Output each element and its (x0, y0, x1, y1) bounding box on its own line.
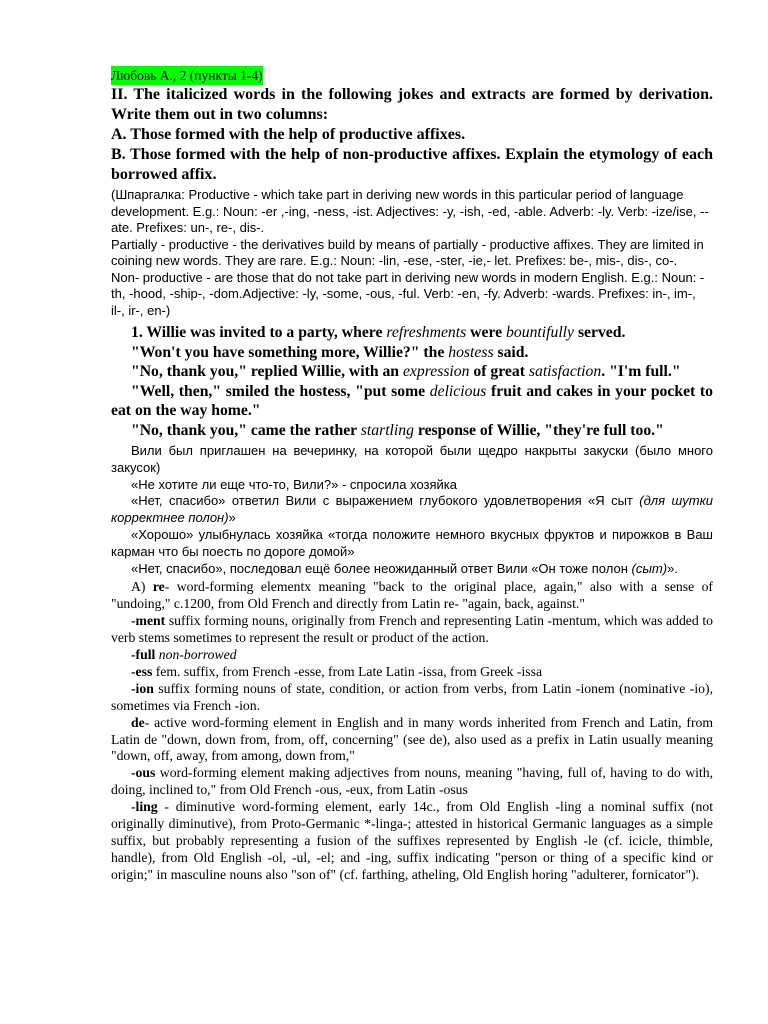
note-non-productive: Non- productive - are those that do not take part in deriving new words in modern English. E.g.: Noun: -th, -hood, -ship-, -dom.Adjective: -ly, -some, -ous, -ful. Verb: -en, -fy. Adverb: -wards. Prefixes: in-, im-, il-, ir-, en-) (111, 269, 705, 318)
joke-line: "Well, then," smiled the hostess, "put some delicious fruit and cakes in your pocket to eat on the way home." (111, 382, 713, 419)
etymology-entry-ous: -ous word-forming element making adjectives from nouns, meaning "having, full of, having to do with, doing, inclined to," from Old French -ous, -eux, from Latin -osus (111, 765, 713, 798)
italic-word: refreshments (386, 324, 467, 341)
highlighted-author-label: Любовь А., 2 (пункты 1-4) (111, 68, 263, 83)
task-option-b: B. Those formed with the help of non-productive affixes. Explain the etymology of each borrowed affix. (111, 146, 713, 183)
note-productive: (Шпаргалка: Productive - which take part in deriving new words in this particular period of language development. E.g.: Noun: -er ,-ing, -ness, -ist. Adjectives: -y, -ish, -ed, -able. Adverb: -ly. Verb: -ize/ise, --ate. Prefixes: un-, re-, dis-. (111, 187, 709, 235)
joke-line: "Won't you have something more, Willie?" the hostess said. (131, 343, 529, 361)
italic-word: expression (402, 363, 470, 380)
etymology-block (111, 579, 713, 883)
etymology-entry-ling: -ling - diminutive word-forming element, early 14c., from Old English -ling a nominal suffix (not originally diminutive), from Proto-Germanic *-linga-; attested in historical Germanic languages as a simple suffix, but probably representing a fusion of the suffixes represented by English -le (cf. icicle, thimble, handle), from Old English -ol, -ul, -el; and -ing, suffix indicating "person or thing of a specific kind or origin;" in masculine nouns also "son of" (cf. farthing, atheling, Old English horing "adulterer, fornicator"). (111, 799, 713, 882)
etymology-entry-ess: -ess fem. suffix, from French -esse, from Late Latin -issa, from Greek -issa (131, 663, 543, 679)
task-option-a: A. Those formed with the help of productive affixes. (111, 126, 466, 143)
translation-block (111, 443, 713, 577)
document-page (111, 66, 713, 884)
joke-line: "No, thank you," replied Willie, with an expression of great satisfaction. "I'm full." (131, 363, 681, 380)
etymology-entry-re: A) re- word-forming elementx meaning "back to the original place, again," also with a sense of "undoing," c.1200, from Old French and directly from Latin re- "again, back, against." (111, 579, 713, 612)
note-partially-productive: Partially - productive - the derivatives build by means of partially - productive affixes. They are limited in coining new words. They are rare. E.g.: Noun: -lin, -ese, -ster, -ie,- let. Prefixes: be-, mis-, dis-, co-. (111, 236, 704, 268)
etymology-entry-de: de- active word-forming element in English and in many words inherited from French and Latin, from Latin de "down, down from, from, off, concerning" (see de), also used as a prefix in Latin usually meaning "down, off, away, from among, down from," (111, 714, 713, 764)
italic-word: satisfaction (528, 363, 602, 380)
italic-word: bountifully (506, 324, 575, 341)
task-title: II. The italicized words in the following jokes and extracts are formed by derivation. Write them out in two columns: (111, 86, 713, 123)
italic-word: startling (360, 421, 414, 439)
joke-line: 1. Willie was invited to a party, where refreshments were bountifully served. (131, 324, 626, 341)
translation-line: «Не хотите ли еще что-то, Вили?» - спросила хозяйка (131, 476, 457, 492)
translation-line: Вили был приглашен на вечеринку, на которой были щедро накрыты закуски (было много закусок) (111, 443, 713, 475)
italic-word: hostess (448, 343, 494, 361)
translation-line: «Нет, спасибо» ответил Вили с выражением глубокого удовлетворения «Я сыт (для шутки корректнее полон)» (111, 493, 713, 526)
etymology-entry-full: -full non-borrowed (131, 647, 237, 662)
translation-line: «Нет, спасибо», последовал ещё более неожиданный ответ Вили «Он тоже полон (сыт)». (131, 560, 678, 576)
translation-line: «Хорошо» улыбнулась хозяйка «тогда положите немного вкусных фруктов и пирожков в Ваш карман что бы поесть по дороге домой» (111, 526, 713, 559)
etymology-entry-ment: -ment suffix forming nouns, originally from French and representing Latin -mentum, which was added to verb stems sometimes to represent the result or product of the action. (111, 613, 713, 646)
italic-word: delicious (429, 382, 487, 400)
header-tag (111, 66, 713, 85)
joke-line: "No, thank you," came the rather startling response of Willie, "they're full too." (131, 421, 664, 439)
joke-block (111, 323, 713, 440)
etymology-entry-ion: -ion suffix forming nouns of state, condition, or action from verbs, from Latin -ionem (nominative -io), sometimes via French -ion. (111, 680, 713, 713)
